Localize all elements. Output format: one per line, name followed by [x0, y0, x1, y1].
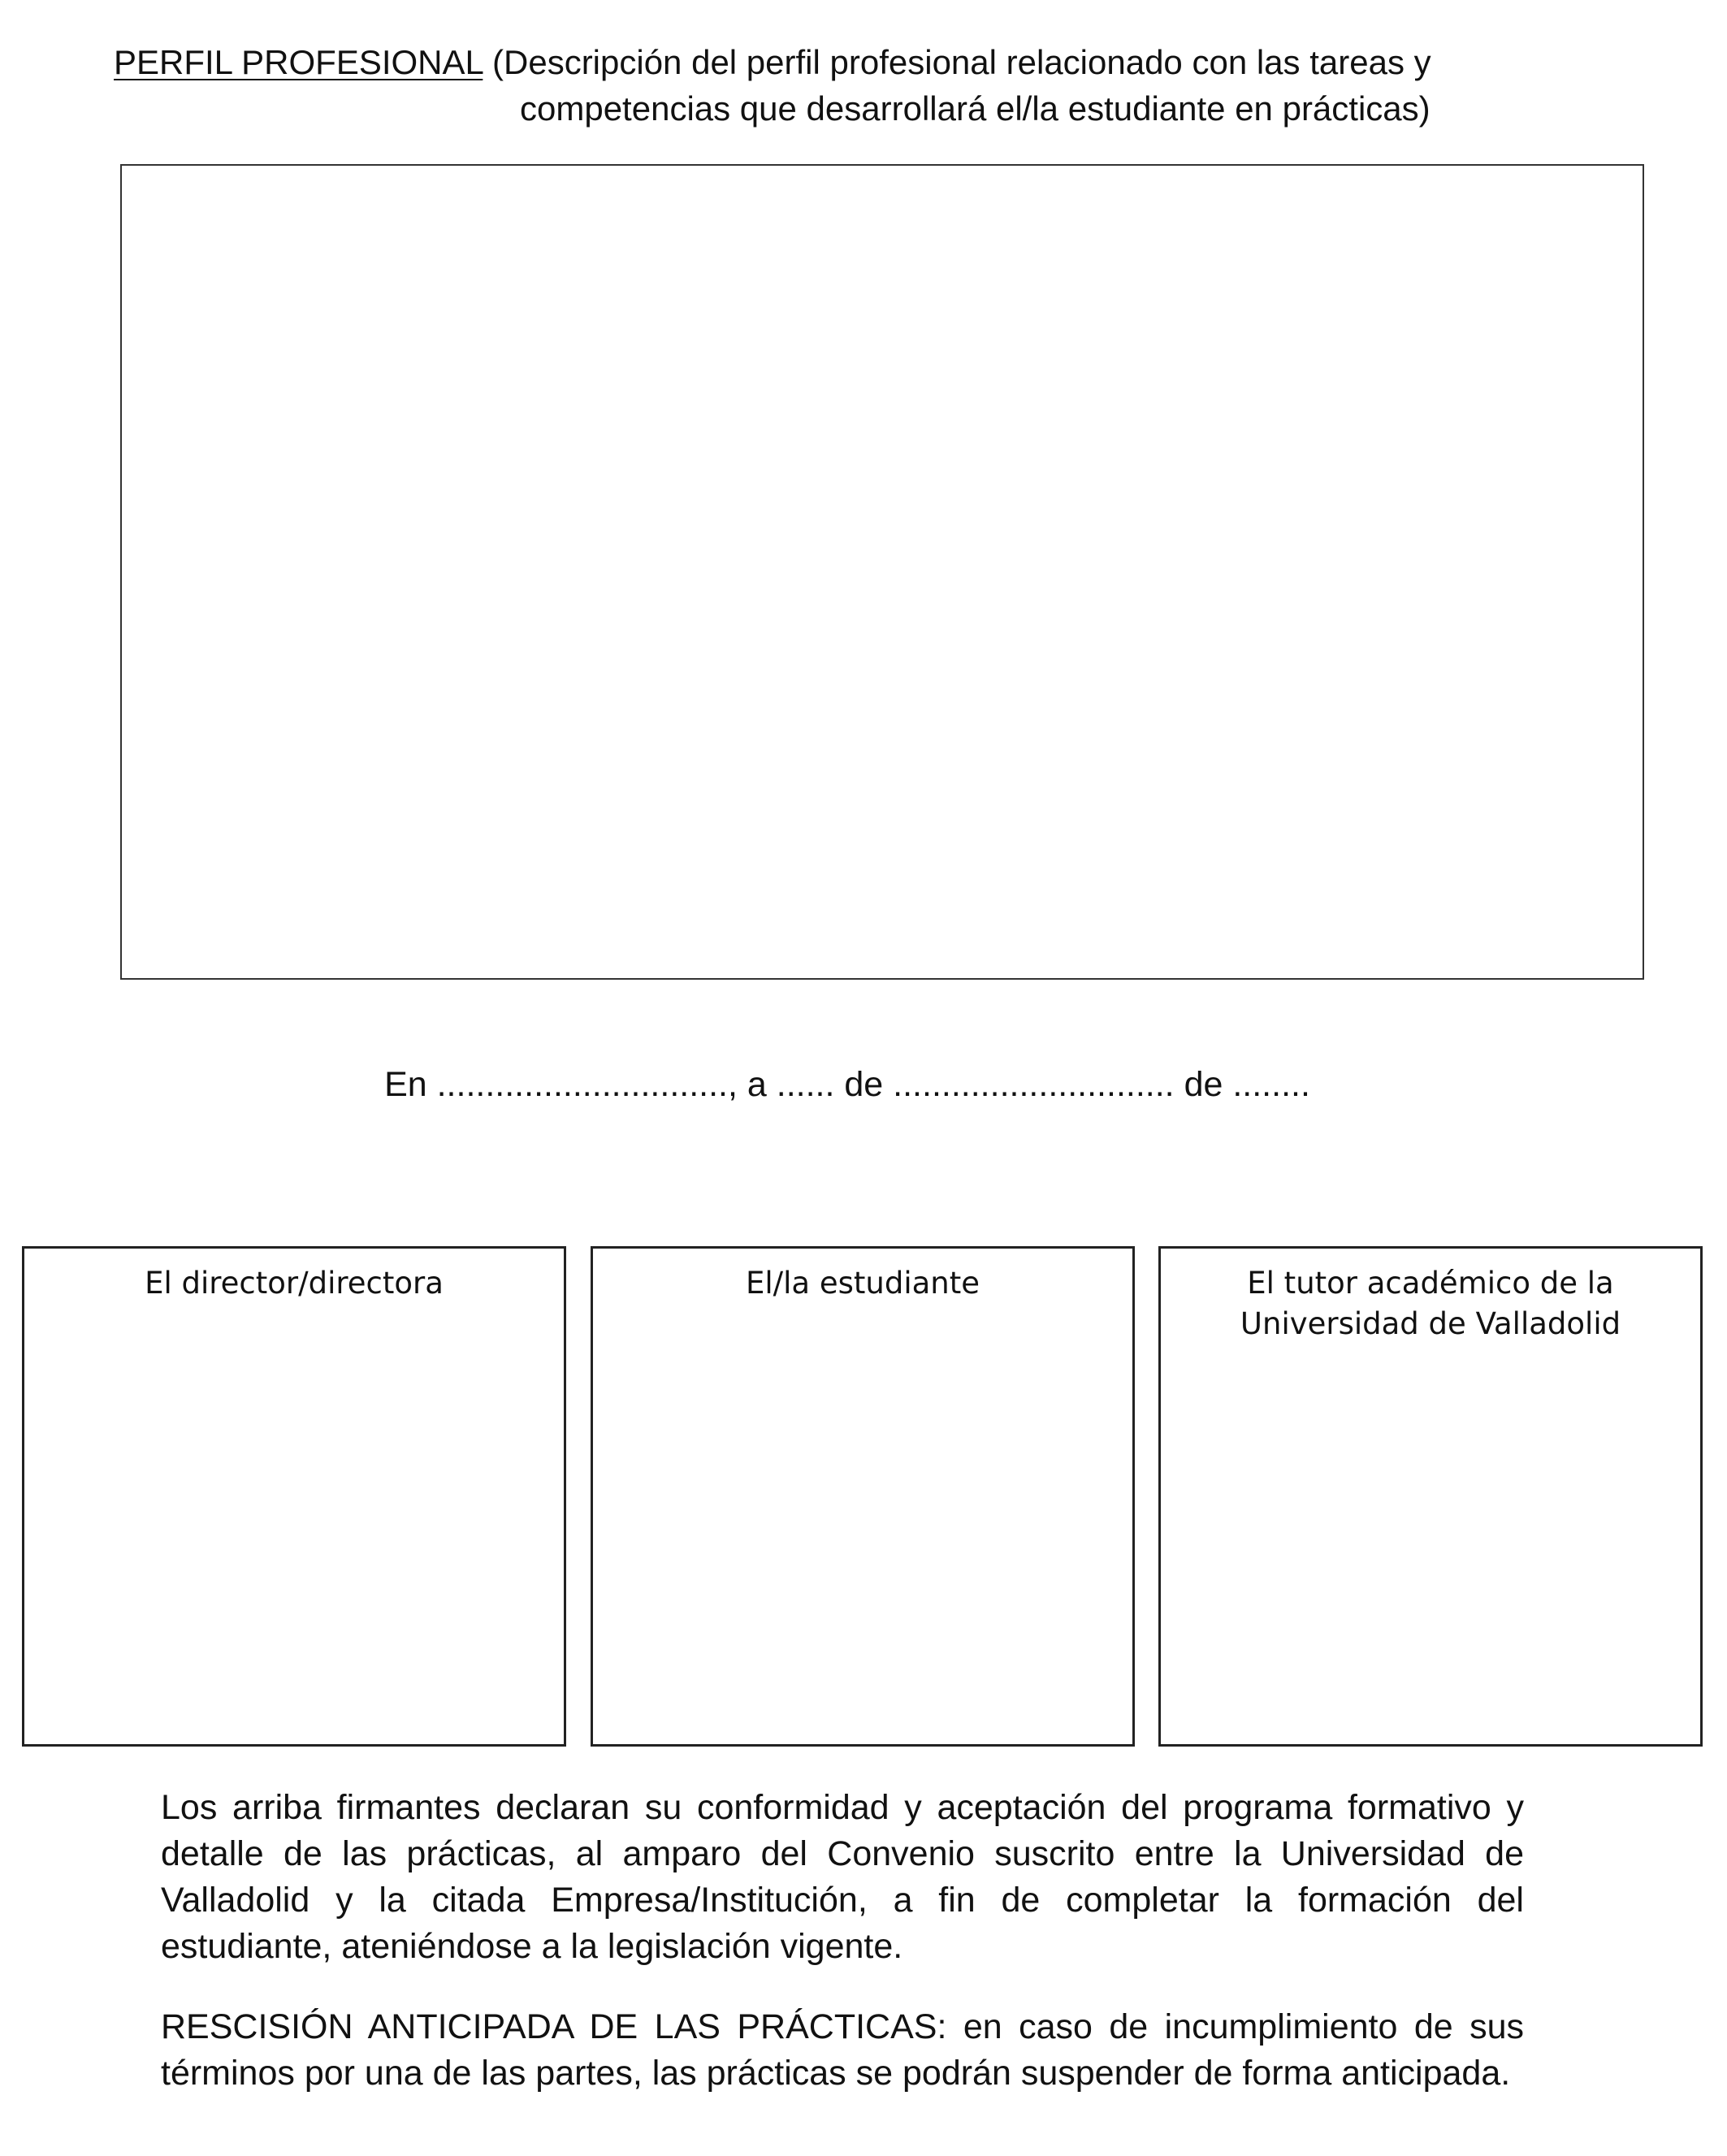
profile-heading [114, 39, 1543, 132]
profile-heading-row [114, 39, 1543, 85]
profile-description-field[interactable] [120, 164, 1644, 980]
signature-label-tutor: El tutor académico de la Universidad de Valladolid [1240, 1266, 1621, 1341]
signature-box-director[interactable] [22, 1246, 566, 1747]
signature-label-director: El director/directora [145, 1266, 444, 1301]
date-place-line [0, 1060, 1727, 1109]
profile-description-line-1: (Descripción del perfil profesional relacionado con las tareas y [483, 43, 1431, 81]
profile-title: PERFIL PROFESIONAL [114, 43, 483, 81]
rescission-paragraph: RESCISIÓN ANTICIPADA DE LAS PRÁCTICAS: en caso de incumplimiento de sus términos por una de las partes, las prácticas se podrán suspender de forma anticipada. [161, 2007, 1524, 2093]
profile-description-line-2: competencias que desarrollará el/la estudiante en prácticas) [520, 89, 1431, 128]
signature-box-tutor[interactable] [1158, 1246, 1703, 1747]
date-place-text: En .............................., a ...... de ............................. de ........ [384, 1065, 1310, 1104]
signature-box-student[interactable] [591, 1246, 1135, 1747]
signature-label-student: El/la estudiante [746, 1266, 980, 1301]
conformity-paragraph: Los arriba firmantes declaran su conformidad y aceptación del programa formativo y detalle de las prácticas, al amparo del Convenio suscrito entre la Universidad de Valladolid y la citada Empresa/Institución, a fin de completar la formación del estudiante, ateniéndose a la legislación vigente. [161, 1788, 1524, 1966]
